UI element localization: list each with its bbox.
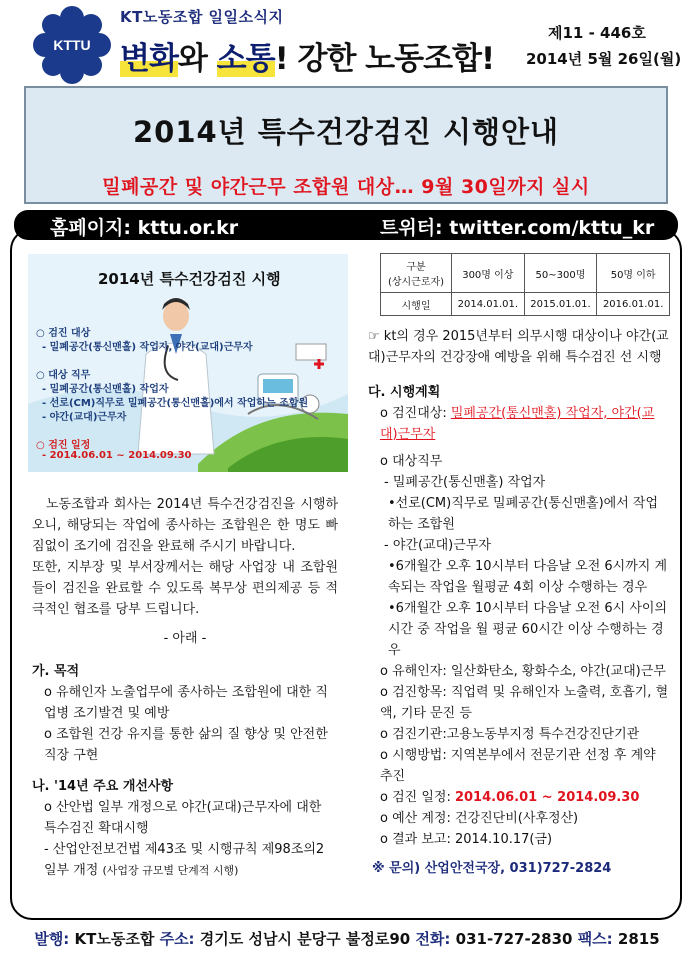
- improvement-item: [32, 839, 338, 881]
- footer: [0, 928, 694, 949]
- header-label: 구분: [406, 262, 426, 273]
- slogan-word-communication: 소통: [216, 41, 275, 77]
- footer-fax-label: 팩스:: [577, 930, 613, 948]
- poster-job-label: ○ 대상 직무: [36, 370, 91, 381]
- improvement-item: o 산안법 일부 개정으로 야간(교대)근무자에 대한 특수검진 확대시행: [44, 800, 322, 836]
- table-header-row: [381, 254, 670, 293]
- header-sub: (상시근로자): [387, 277, 445, 288]
- implementation-table: [380, 253, 670, 316]
- slogan: [120, 33, 494, 78]
- poster-schedule-label: ○ 검진 일정: [36, 440, 91, 451]
- table-row: [381, 293, 670, 316]
- plan-schedule: [368, 787, 670, 808]
- checkup-poster: [28, 254, 348, 472]
- footer-publisher-label: 발행:: [34, 930, 70, 948]
- footer-address-label: 주소:: [159, 930, 195, 948]
- newsletter-name: KT노동조합 일일소식지: [120, 8, 284, 26]
- contact-inquiry: ※ 문의) 산업안전국장, 031)727-2824: [372, 861, 612, 876]
- plan-job-night: - 야간(교대)근무자: [384, 538, 491, 553]
- poster-job-2: - 선로(CM)직무로 밀폐공간(통신맨홀)에서 작업하는 조합원: [42, 398, 309, 409]
- footer-fax: 2815: [612, 930, 660, 948]
- footer-phone-label: 전화:: [415, 930, 451, 948]
- table-cell: 2015.01.01.: [524, 293, 597, 316]
- plan-job-detail: •6개월간 오후 10시부터 다음날 오전 6시 사이의 시간 중 작업을 월 평균 60시간 이상 수행하는 경우: [388, 601, 668, 658]
- kt-note: ☞ kt의 경우 2015년부터 의무시행 대상이나 야간(교대)근무자의 건강장애 예방을 위해 특수검진 선 시행: [368, 329, 669, 365]
- table-header-cell: 50~300명: [524, 254, 597, 293]
- plan-job-detail: •6개월간 오후 10시부터 다음날 오전 6시까지 계속되는 작업을 월평균 4회 이상 수행하는 경우: [388, 559, 668, 595]
- request-paragraph: 또한, 지부장 및 부서장께서는 해당 사업장 내 조합원들이 검진을 완료할 수 있도록 복무상 편의제공 등 적극적인 협조를 당부 드립니다.: [32, 560, 338, 617]
- plan-target-label: o 검진대상:: [380, 406, 451, 421]
- poster-job-3: - 야간(교대)근무자: [42, 412, 127, 423]
- section-purpose-heading: 가. 목적: [32, 664, 80, 679]
- table-cell: 2014.01.01.: [452, 293, 525, 316]
- slogan-tail: ! 강한 노동조합!: [274, 41, 495, 77]
- kttu-logo: [30, 6, 114, 84]
- footer-address: 경기도 성남시 분당구 불정로90: [194, 930, 416, 948]
- poster-title: 2014년 특수건강검진 시행: [98, 270, 281, 288]
- table-header-cell: 300명 이상: [452, 254, 525, 293]
- page-subtitle: 밀폐공간 및 야간근무 조합원 대상… 9월 30일까지 실시: [102, 176, 590, 198]
- intro-paragraph: 노동조합과 회사는 2014년 특수건강검진을 시행하오니, 해당되는 작업에 종사하는 조합원은 한 명도 빠짐없이 조기에 검진을 완료해 주시기 바랍니다.: [32, 497, 338, 554]
- logo-text: KTTU: [53, 37, 91, 53]
- table-cell: 시행일: [381, 293, 452, 316]
- slogan-word-change: 변화: [120, 41, 178, 77]
- table-header-cell: [381, 254, 452, 293]
- poster-target-value: - 밀폐공간(통신맨홀) 작업자, 야간(교대)근무자: [42, 342, 253, 353]
- plan-target-value: 밀폐공간(통신맨홀) 작업자, 야간(교대)근무자: [380, 406, 655, 442]
- poster-target-label: ○ 검진 대상: [36, 328, 91, 339]
- page-title: 2014년 특수건강검진 시행안내: [132, 115, 560, 149]
- issue-number: 제11 - 446호: [548, 24, 646, 42]
- slogan-connector: 와: [177, 41, 217, 77]
- plan-institution: o 검진기관:고용노동부지정 특수건강진단기관: [380, 727, 640, 742]
- plan-hazards: o 유해인자: 일산화탄소, 황화수소, 야간(교대)근무: [380, 664, 666, 679]
- left-column: [32, 494, 338, 881]
- plan-budget: o 예산 계정: 건강진단비(사후정산): [380, 811, 579, 826]
- footer-publisher: KT노동조합: [69, 930, 160, 948]
- issue-date: 2014년 5월 26일(월): [526, 50, 682, 68]
- plan-job-detail: •선로(CM)직무로 밀폐공간(통신맨홀)에서 작업하는 조합원: [388, 496, 658, 532]
- table-cell: 2016.01.01.: [597, 293, 670, 316]
- plan-jobs: o 대상직무: [380, 454, 443, 469]
- improvement-item-text: - 산업안전보건법 제43조 및 시행규칙 제98조의2 일부 개정: [44, 842, 325, 878]
- poster-job-1: - 밀폐공간(통신맨홀) 작업자: [42, 384, 169, 395]
- title-box: [24, 86, 668, 204]
- plan-method: o 시행방법: 지역본부에서 전문기관 선정 후 계약 추진: [380, 748, 656, 784]
- purpose-item: o 조합원 건강 유지를 통한 삶의 질 향상 및 안전한 직장 구현: [44, 727, 328, 763]
- footer-phone: 031-727-2830: [450, 930, 578, 948]
- purpose-item: o 유해인자 노출업무에 종사하는 조합원에 대한 직업병 조기발견 및 예방: [44, 685, 328, 721]
- plan-report: o 결과 보고: 2014.10.17(금): [380, 832, 553, 847]
- table-header-cell: 50명 이하: [597, 254, 670, 293]
- plan-schedule-label: o 검진 일정:: [380, 790, 455, 805]
- improvement-item-note: (사업장 규모별 단계적 시행): [102, 864, 239, 877]
- plan-schedule-value: 2014.06.01 ~ 2014.09.30: [454, 790, 640, 805]
- section-plan-heading: 다. 시행계획: [368, 385, 441, 400]
- plan-job-confined: - 밀폐공간(통신맨홀) 작업자: [384, 475, 546, 490]
- right-column: [368, 326, 670, 879]
- section-improvements-heading: 나. '14년 주요 개선사항: [32, 779, 174, 794]
- homepage-link[interactable]: 홈페이지: kttu.or.kr: [50, 217, 239, 239]
- twitter-link[interactable]: 트위터: twitter.com/kttu_kr: [380, 217, 655, 239]
- plan-items: o 검진항목: 직업력 및 유해인자 노출력, 호흡기, 혈액, 기타 문진 등: [380, 685, 669, 721]
- poster-schedule-value: - 2014.06.01 ~ 2014.09.30: [42, 450, 192, 461]
- below-marker: - 아래 -: [163, 631, 207, 646]
- plan-target: [368, 403, 670, 445]
